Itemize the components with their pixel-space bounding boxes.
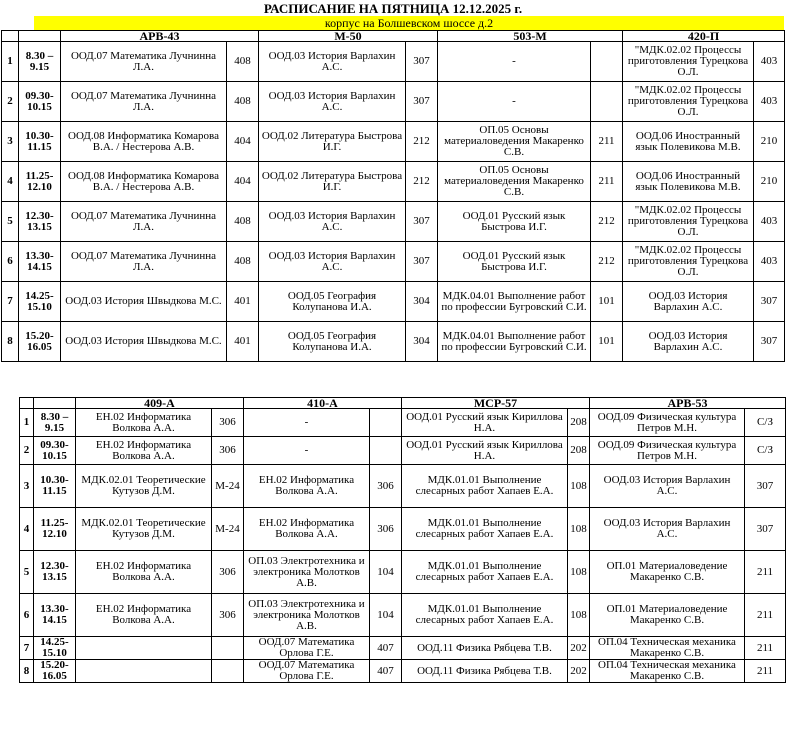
table-row — [2, 162, 785, 202]
lesson-subject: МДК.04.01 Выполнение работ по профессии Бугровский С.И. — [438, 282, 591, 322]
lesson-room: С/З — [745, 409, 786, 437]
lesson-subject: ООД.03 История Варлахин А.С. — [623, 282, 754, 322]
lesson-number: 8 — [20, 660, 34, 683]
lesson-room: 408 — [227, 242, 259, 282]
lesson-room: 101 — [591, 282, 623, 322]
lesson-number: 1 — [20, 409, 34, 437]
lesson-room: 307 — [406, 242, 438, 282]
lesson-subject: ООД.01 Русский язык Быстрова И.Г. — [438, 242, 591, 282]
lesson-subject: ООД.06 Иностранный язык Полевикова М.В. — [623, 122, 754, 162]
lesson-room: 404 — [227, 122, 259, 162]
lesson-number: 7 — [2, 282, 19, 322]
lesson-time: 14.25-15.10 — [34, 637, 76, 660]
lesson-number: 5 — [20, 551, 34, 594]
lesson-number: 6 — [20, 594, 34, 637]
lesson-subject: ООД.03 История Варлахин А.С. — [259, 42, 406, 82]
lesson-room: 306 — [370, 465, 402, 508]
lesson-subject: ООД.07 Математика Орлова Г.Е. — [244, 660, 370, 683]
header-blank — [34, 398, 76, 409]
lesson-number: 5 — [2, 202, 19, 242]
lesson-room: 108 — [568, 508, 590, 551]
header-blank — [19, 31, 61, 42]
lesson-room: 211 — [745, 551, 786, 594]
lesson-room: М-24 — [212, 465, 244, 508]
lesson-room: 306 — [212, 409, 244, 437]
lesson-room: 403 — [754, 242, 785, 282]
lesson-subject: ООД.02 Литература Быстрова И.Г. — [259, 162, 406, 202]
lesson-subject: "МДК.02.02 Процессы приготовления Турецкова О.Л. — [623, 202, 754, 242]
lesson-time: 13.30-14.15 — [19, 242, 61, 282]
lesson-subject: МДК.01.01 Выполнение слесарных работ Хапаев Е.А. — [402, 508, 568, 551]
lesson-time: 12.30-13.15 — [19, 202, 61, 242]
lesson-number: 7 — [20, 637, 34, 660]
lesson-subject — [76, 660, 212, 683]
lesson-subject: ОП.03 Электротехника и электроника Молотков А.В. — [244, 551, 370, 594]
lesson-subject: ООД.08 Информатика Комарова В.А. / Нестерова А.В. — [61, 162, 227, 202]
lesson-room: 211 — [591, 162, 623, 202]
page-title: РАСПИСАНИЕ НА ПЯТНИЦА 12.12.2025 г. — [263, 1, 523, 16]
lesson-room: 212 — [591, 242, 623, 282]
lesson-subject: ООД.05 География Колупанова И.А. — [259, 282, 406, 322]
lesson-subject: ООД.07 Математика Лучнинна Л.А. — [61, 202, 227, 242]
lesson-room — [591, 42, 623, 82]
lesson-room: 307 — [406, 82, 438, 122]
lesson-room: 306 — [212, 437, 244, 465]
lesson-room: 108 — [568, 465, 590, 508]
lesson-subject: ООД.05 География Колупанова И.А. — [259, 322, 406, 362]
lesson-subject: "МДК.02.02 Процессы приготовления Турецкова О.Л. — [623, 242, 754, 282]
lesson-subject: - — [438, 82, 591, 122]
lesson-room: 307 — [754, 282, 785, 322]
lesson-number: 3 — [2, 122, 19, 162]
lesson-subject: ООД.03 История Варлахин А.С. — [259, 242, 406, 282]
lesson-time: 8.30 – 9.15 — [34, 409, 76, 437]
lesson-room: 208 — [568, 437, 590, 465]
lesson-room: 304 — [406, 282, 438, 322]
lesson-room: С/З — [745, 437, 786, 465]
lesson-subject: ООД.07 Математика Лучнинна Л.А. — [61, 242, 227, 282]
lesson-room: 408 — [227, 42, 259, 82]
lesson-subject: МДК.01.01 Выполнение слесарных работ Хапаев Е.А. — [402, 551, 568, 594]
lesson-subject: ООД.09 Физическая культура Петров М.Н. — [590, 437, 745, 465]
table-row — [2, 202, 785, 242]
lesson-room: 104 — [370, 551, 402, 594]
lesson-room: 211 — [591, 122, 623, 162]
lesson-subject — [76, 637, 212, 660]
lesson-room: 404 — [227, 162, 259, 202]
lesson-time: 15.20-16.05 — [19, 322, 61, 362]
lesson-room: 306 — [212, 551, 244, 594]
lesson-subject: ООД.11 Физика Рябцева Т.В. — [402, 637, 568, 660]
lesson-subject: ООД.01 Русский язык Кириллова Н.А. — [402, 409, 568, 437]
lesson-room: 212 — [406, 162, 438, 202]
lesson-subject: ЕН.02 Информатика Волкова А.А. — [76, 551, 212, 594]
lesson-time: 12.30-13.15 — [34, 551, 76, 594]
lesson-subject: "МДК.02.02 Процессы приготовления Турецкова О.Л. — [623, 42, 754, 82]
lesson-subject: ОП.04 Техническая механика Макаренко С.В. — [590, 637, 745, 660]
lesson-subject: ООД.07 Математика Лучнинна Л.А. — [61, 82, 227, 122]
lesson-subject: - — [244, 409, 370, 437]
group-header: М-50 — [259, 31, 438, 42]
schedule-table-1 — [1, 30, 785, 362]
table-row — [20, 660, 786, 683]
table-row — [20, 551, 786, 594]
lesson-room: 403 — [754, 42, 785, 82]
table-row — [2, 322, 785, 362]
table-row — [20, 465, 786, 508]
lesson-subject: ЕН.02 Информатика Волкова А.А. — [244, 465, 370, 508]
lesson-room — [370, 437, 402, 465]
lesson-room: 108 — [568, 594, 590, 637]
lesson-room: 211 — [745, 637, 786, 660]
table-row — [20, 637, 786, 660]
lesson-time: 10.30-11.15 — [34, 465, 76, 508]
table-row — [20, 409, 786, 437]
schedule-table-2 — [19, 397, 786, 683]
lesson-subject: ООД.01 Русский язык Кириллова Н.А. — [402, 437, 568, 465]
lesson-subject: ООД.06 Иностранный язык Полевикова М.В. — [623, 162, 754, 202]
group-header: 420-П — [623, 31, 785, 42]
group-header: 410-А — [244, 398, 402, 409]
lesson-room: 307 — [745, 465, 786, 508]
lesson-time: 10.30-11.15 — [19, 122, 61, 162]
lesson-room: 408 — [227, 82, 259, 122]
lesson-room: 101 — [591, 322, 623, 362]
lesson-room: 306 — [370, 508, 402, 551]
lesson-room: 211 — [745, 660, 786, 683]
group-header: 409-А — [76, 398, 244, 409]
lesson-number: 3 — [20, 465, 34, 508]
lesson-room: 403 — [754, 202, 785, 242]
lesson-room: 104 — [370, 594, 402, 637]
lesson-time: 8.30 – 9.15 — [19, 42, 61, 82]
lesson-number: 4 — [2, 162, 19, 202]
lesson-subject: ООД.03 История Варлахин А.С. — [590, 508, 745, 551]
lesson-number: 4 — [20, 508, 34, 551]
lesson-time: 11.25-12.10 — [19, 162, 61, 202]
lesson-subject: ООД.09 Физическая культура Петров М.Н. — [590, 409, 745, 437]
group-header: АРВ-43 — [61, 31, 259, 42]
lesson-time: 14.25-15.10 — [19, 282, 61, 322]
table-row — [2, 82, 785, 122]
lesson-subject: ООД.07 Математика Орлова Г.Е. — [244, 637, 370, 660]
lesson-room: 108 — [568, 551, 590, 594]
lesson-room: 307 — [406, 42, 438, 82]
lesson-room: 407 — [370, 660, 402, 683]
lesson-room: 307 — [754, 322, 785, 362]
lesson-subject: ОП.01 Материаловедение Макаренко С.В. — [590, 594, 745, 637]
table-row — [20, 437, 786, 465]
lesson-subject: "МДК.02.02 Процессы приготовления Турецкова О.Л. — [623, 82, 754, 122]
lesson-time: 13.30-14.15 — [34, 594, 76, 637]
lesson-room: М-24 — [212, 508, 244, 551]
campus-banner: корпус на Болшевском шоссе д.2 — [34, 16, 784, 30]
lesson-subject: ООД.03 История Варлахин А.С. — [590, 465, 745, 508]
lesson-subject: ЕН.02 Информатика Волкова А.А. — [244, 508, 370, 551]
lesson-subject: ООД.11 Физика Рябцева Т.В. — [402, 660, 568, 683]
lesson-subject: - — [438, 42, 591, 82]
lesson-room — [212, 660, 244, 683]
lesson-room — [212, 637, 244, 660]
header-blank — [2, 31, 19, 42]
lesson-room: 408 — [227, 202, 259, 242]
lesson-room: 212 — [591, 202, 623, 242]
lesson-room: 307 — [745, 508, 786, 551]
lesson-room: 304 — [406, 322, 438, 362]
lesson-room: 202 — [568, 637, 590, 660]
lesson-subject: ООД.01 Русский язык Быстрова И.Г. — [438, 202, 591, 242]
lesson-subject: ООД.02 Литература Быстрова И.Г. — [259, 122, 406, 162]
table-row — [2, 42, 785, 82]
lesson-room: 211 — [745, 594, 786, 637]
lesson-subject: - — [244, 437, 370, 465]
lesson-subject: ЕН.02 Информатика Волкова А.А. — [76, 594, 212, 637]
lesson-room: 401 — [227, 282, 259, 322]
lesson-subject: МДК.02.01 Теоретические Кутузов Д.М. — [76, 508, 212, 551]
lesson-number: 6 — [2, 242, 19, 282]
lesson-room — [591, 82, 623, 122]
table-row — [2, 282, 785, 322]
lesson-subject: ООД.08 Информатика Комарова В.А. / Нестерова А.В. — [61, 122, 227, 162]
lesson-number: 2 — [20, 437, 34, 465]
group-header: МСР-57 — [402, 398, 590, 409]
lesson-subject: МДК.04.01 Выполнение работ по профессии Бугровский С.И. — [438, 322, 591, 362]
header-row — [2, 31, 785, 42]
lesson-number: 8 — [2, 322, 19, 362]
lesson-subject: ООД.07 Математика Лучнинна Л.А. — [61, 42, 227, 82]
lesson-subject: ОП.04 Техническая механика Макаренко С.В. — [590, 660, 745, 683]
lesson-subject: ООД.03 История Швыдкова М.С. — [61, 322, 227, 362]
table-row — [2, 122, 785, 162]
lesson-time: 09.30-10.15 — [34, 437, 76, 465]
lesson-subject: ОП.03 Электротехника и электроника Молотков А.В. — [244, 594, 370, 637]
lesson-subject: МДК.01.01 Выполнение слесарных работ Хапаев Е.А. — [402, 465, 568, 508]
lesson-room: 208 — [568, 409, 590, 437]
group-header: АРВ-53 — [590, 398, 786, 409]
lesson-room: 403 — [754, 82, 785, 122]
header-row — [20, 398, 786, 409]
lesson-subject: ООД.03 История Варлахин А.С. — [259, 82, 406, 122]
table-row — [20, 594, 786, 637]
lesson-subject: ООД.03 История Швыдкова М.С. — [61, 282, 227, 322]
table-row — [20, 508, 786, 551]
lesson-subject: ЕН.02 Информатика Волкова А.А. — [76, 409, 212, 437]
lesson-subject: ООД.03 История Варлахин А.С. — [623, 322, 754, 362]
lesson-subject: ОП.05 Основы материаловедения Макаренко С.В. — [438, 122, 591, 162]
lesson-number: 2 — [2, 82, 19, 122]
group-header: 503-М — [438, 31, 623, 42]
lesson-subject: ООД.03 История Варлахин А.С. — [259, 202, 406, 242]
lesson-room: 212 — [406, 122, 438, 162]
lesson-time: 11.25-12.10 — [34, 508, 76, 551]
lesson-room: 210 — [754, 162, 785, 202]
lesson-time: 15.20-16.05 — [34, 660, 76, 683]
lesson-subject: ОП.01 Материаловедение Макаренко С.В. — [590, 551, 745, 594]
lesson-room: 307 — [406, 202, 438, 242]
table-row — [2, 242, 785, 282]
lesson-subject: МДК.02.01 Теоретические Кутузов Д.М. — [76, 465, 212, 508]
lesson-room: 407 — [370, 637, 402, 660]
lesson-room: 401 — [227, 322, 259, 362]
lesson-number: 1 — [2, 42, 19, 82]
lesson-room: 306 — [212, 594, 244, 637]
header-blank — [20, 398, 34, 409]
lesson-subject: МДК.01.01 Выполнение слесарных работ Хапаев Е.А. — [402, 594, 568, 637]
lesson-room: 202 — [568, 660, 590, 683]
lesson-time: 09.30-10.15 — [19, 82, 61, 122]
lesson-subject: ЕН.02 Информатика Волкова А.А. — [76, 437, 212, 465]
lesson-room — [370, 409, 402, 437]
lesson-room: 210 — [754, 122, 785, 162]
lesson-subject: ОП.05 Основы материаловедения Макаренко С.В. — [438, 162, 591, 202]
